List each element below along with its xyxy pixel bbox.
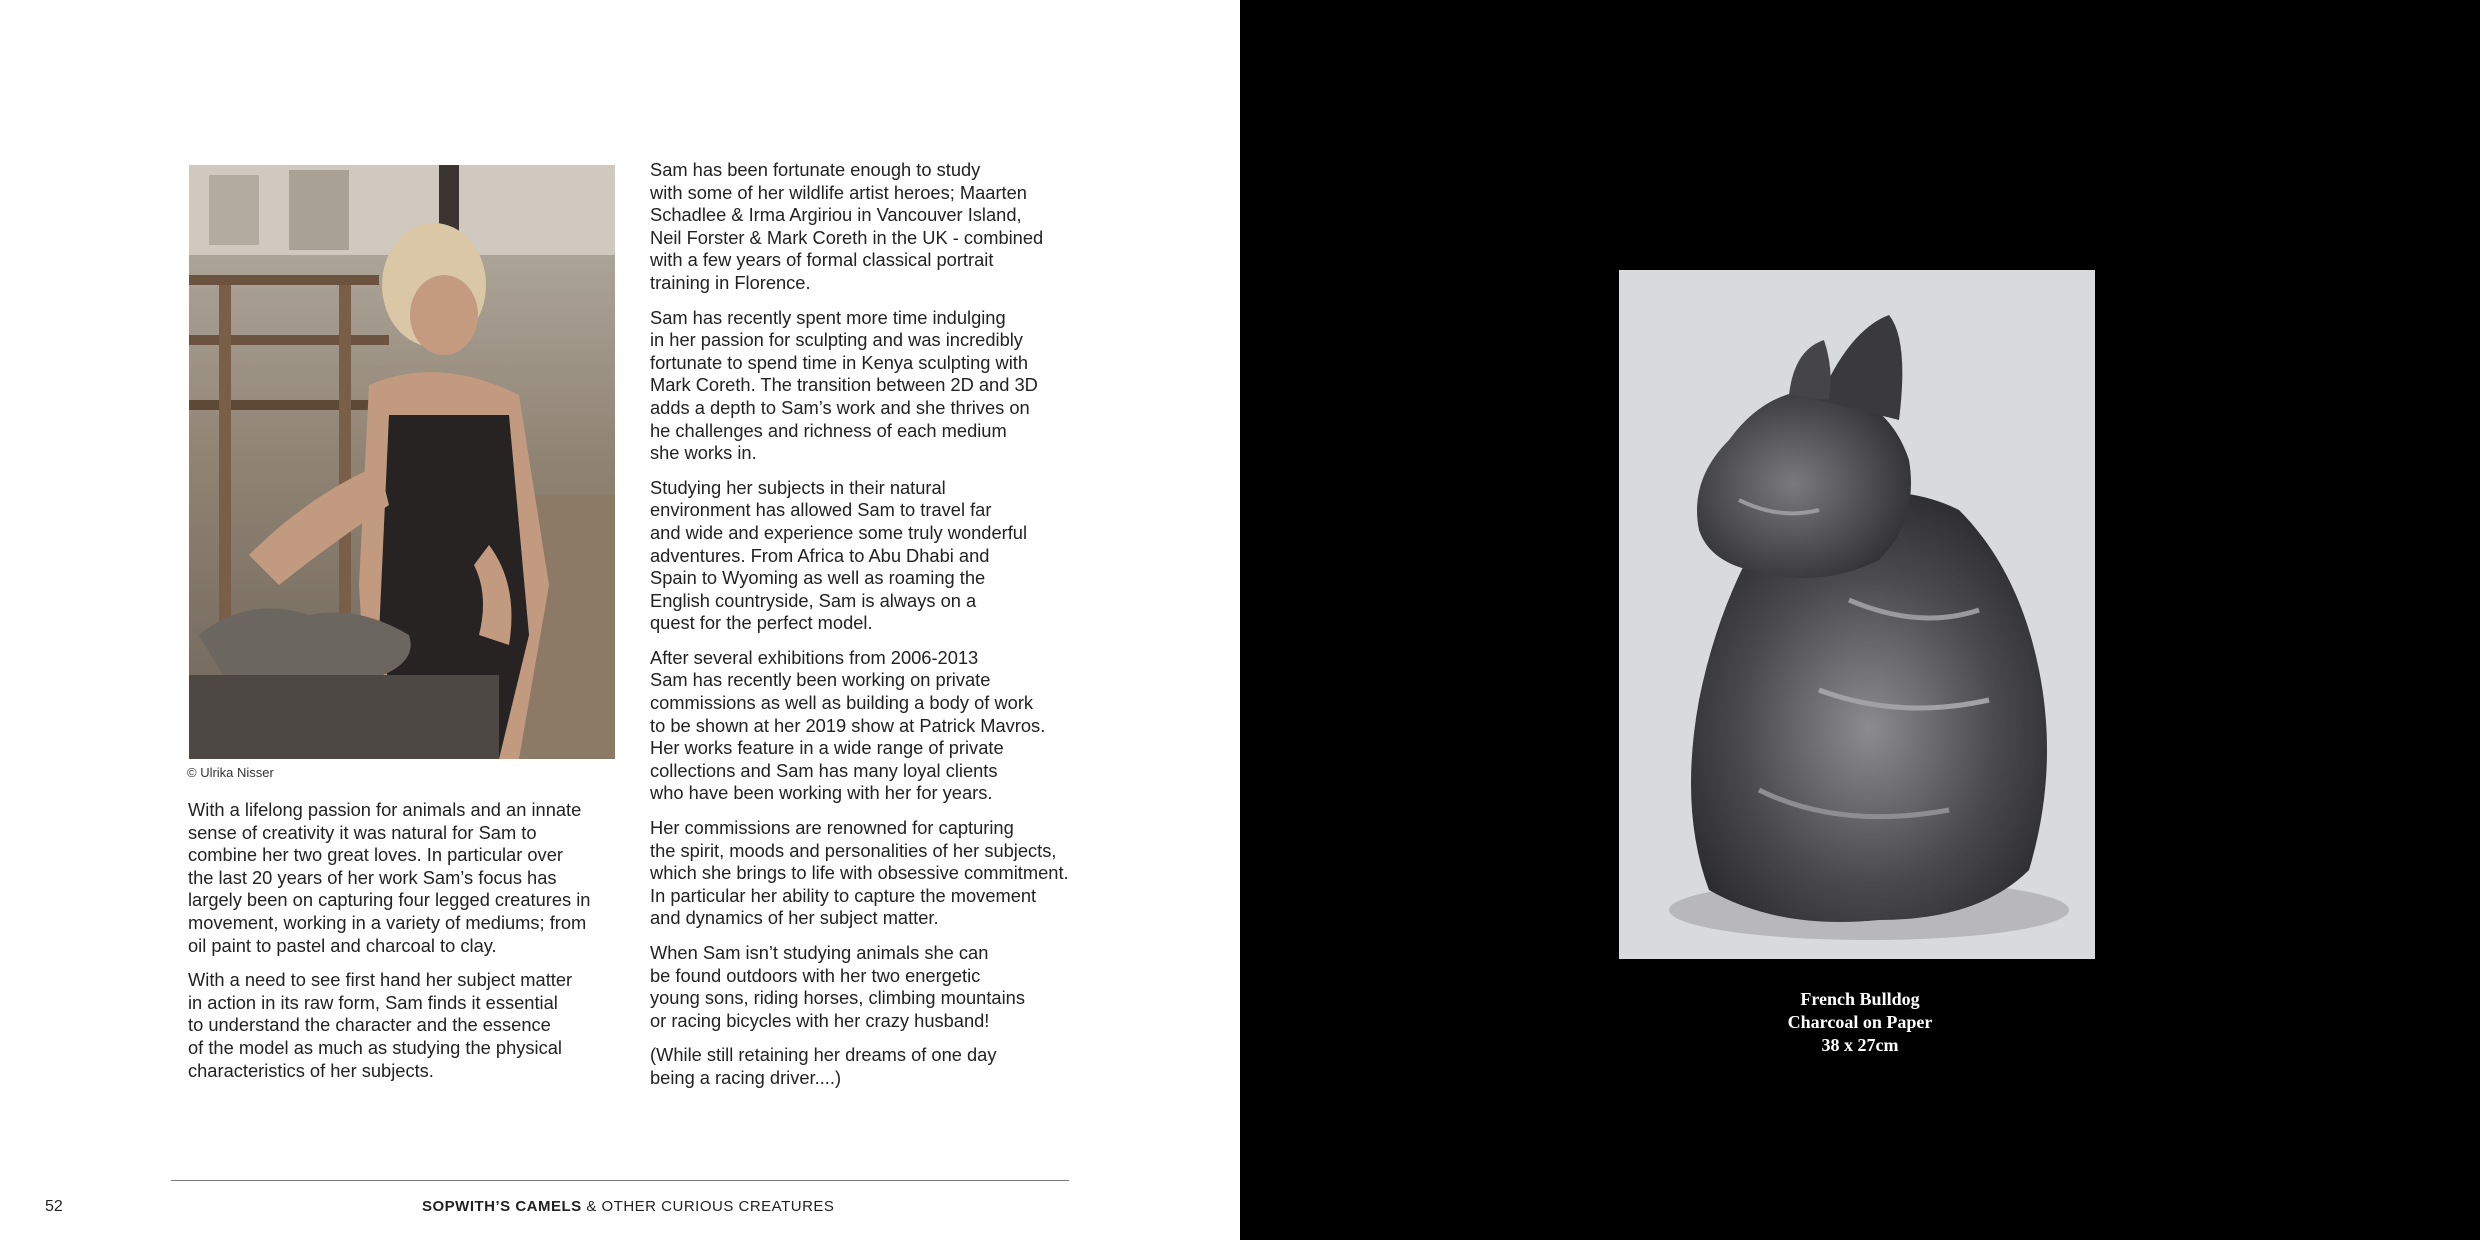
paragraph: With a lifelong passion for animals and an innate sense of creativity it was natural for Sam to combine her two great loves. In particular over the last 20 years of her work Sam’s focus has largely been on capturing four legged creatures in movement, working in a variety of mediums; from oil paint to pastel and charcoal to clay.: [188, 799, 591, 956]
page-number: 52: [45, 1198, 63, 1215]
paragraph: Her commissions are renowned for capturing the spirit, moods and personalities of her subjects, which she brings to life with obsessive commitment. In particular her ability to capture the movement and dynamics of her subject matter.: [650, 817, 1069, 929]
paragraph: When Sam isn’t studying animals she can be found outdoors with her two energetic young sons, riding horses, climbing mountains or racing bicycles with her crazy husband!: [650, 942, 1025, 1031]
paragraph: (While still retaining her dreams of one day being a racing driver....): [650, 1044, 997, 1088]
running-title: [422, 1198, 834, 1215]
left-text-column: [188, 799, 608, 1094]
paragraph: Sam has been fortunate enough to study with some of her wildlife artist heroes; Maarten Schadlee & Irma Argiriou in Vancouver Island, Neil Forster & Mark Coreth in the UK - combined with a few years of formal classical portrait training in Florence.: [650, 159, 1044, 293]
artwork-caption: [1700, 988, 2020, 1057]
artist-sculpting-photo: [189, 165, 615, 759]
running-title-rest: & OTHER CURIOUS CREATURES: [581, 1198, 835, 1215]
artwork-medium: Charcoal on Paper: [1787, 1012, 1933, 1032]
right-text-column: [650, 159, 1090, 1102]
artwork-title: French Bulldog: [1800, 989, 1920, 1009]
footer-divider: [171, 1180, 1069, 1181]
artwork-size: 38 x 27cm: [1821, 1035, 1899, 1055]
paragraph: With a need to see first hand her subject matter in action in its raw form, Sam finds it essential to understand the character and the essence of the model as much as studying the physical characteristics of her subjects.: [188, 969, 573, 1081]
paragraph: Sam has recently spent more time indulging in her passion for sculpting and was incredibly fortunate to spend time in Kenya sculpting with Mark Coreth. The transition between 2D and 3D adds a depth to Sam’s work and she thrives on he challenges and richness of each medium she works in.: [650, 306, 1038, 464]
photo-credit: © Ulrika Nisser: [187, 765, 274, 780]
french-bulldog-drawing: [1619, 270, 2095, 959]
paragraph: Studying her subjects in their natural environment has allowed Sam to travel far and wide and experience some truly wonderful adventures. From Africa to Abu Dhabi and Spain to Wyoming as well as roaming the English countryside, Sam is always on a quest for the perfect model.: [650, 476, 1028, 634]
paragraph: After several exhibitions from 2006-2013 Sam has recently been working on private commissions as well as building a body of work to be shown at her 2019 show at Patrick Mavros. Her works feature in a wide range of private collections and Sam has many loyal clients who have been working with her for years.: [650, 646, 1046, 804]
running-title-bold: SOPWITH’S CAMELS: [422, 1198, 582, 1215]
